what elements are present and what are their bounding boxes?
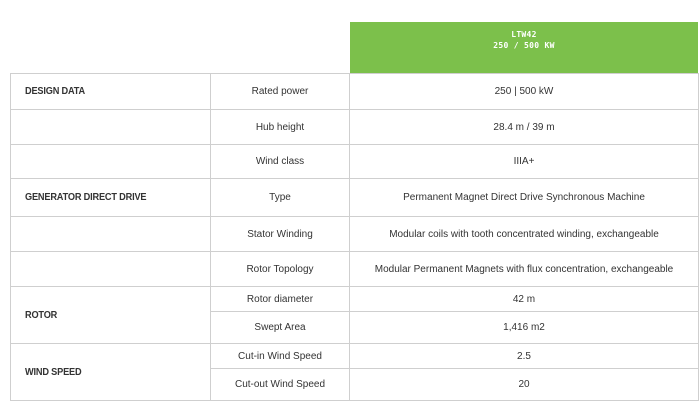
table-row xyxy=(11,252,699,287)
spec-table xyxy=(10,73,699,401)
param-label: Stator Winding xyxy=(211,217,350,252)
empty-category-cell xyxy=(11,110,211,145)
param-value: 250 | 500 kW xyxy=(350,74,699,110)
table-row xyxy=(11,217,699,252)
param-label: Swept Area xyxy=(211,312,350,344)
section-title-rotor: ROTOR xyxy=(11,287,211,344)
model-header xyxy=(350,22,698,73)
section-title-generator: GENERATOR DIRECT DRIVE xyxy=(11,179,211,217)
param-value: 1,416 m2 xyxy=(350,312,699,344)
empty-category-cell xyxy=(11,252,211,287)
empty-category-cell xyxy=(11,145,211,179)
param-label: Rotor Topology xyxy=(211,252,350,287)
param-label: Wind class xyxy=(211,145,350,179)
param-value: Permanent Magnet Direct Drive Synchronous Machine xyxy=(350,179,699,217)
model-name: LTW42 xyxy=(511,30,537,39)
param-value: IIIA+ xyxy=(350,145,699,179)
section-title-design: DESIGN DATA xyxy=(11,74,211,110)
section-title-wind: WIND SPEED xyxy=(11,344,211,401)
param-label: Rotor diameter xyxy=(211,287,350,312)
table-row xyxy=(11,145,699,179)
param-label: Cut-out Wind Speed xyxy=(211,369,350,401)
param-value: 42 m xyxy=(350,287,699,312)
table-row xyxy=(11,287,699,312)
model-power: 250 / 500 KW xyxy=(493,41,555,50)
table-row xyxy=(11,179,699,217)
table-row xyxy=(11,110,699,145)
empty-category-cell xyxy=(11,217,211,252)
table-row xyxy=(11,344,699,369)
param-value: 28.4 m / 39 m xyxy=(350,110,699,145)
param-label: Hub height xyxy=(211,110,350,145)
param-label: Cut-in Wind Speed xyxy=(211,344,350,369)
param-value: 2.5 xyxy=(350,344,699,369)
param-label: Rated power xyxy=(211,74,350,110)
table-row xyxy=(11,74,699,110)
param-value: Modular coils with tooth concentrated winding, exchangeable xyxy=(350,217,699,252)
param-label: Type xyxy=(211,179,350,217)
param-value: Modular Permanent Magnets with flux concentration, exchangeable xyxy=(350,252,699,287)
param-value: 20 xyxy=(350,369,699,401)
